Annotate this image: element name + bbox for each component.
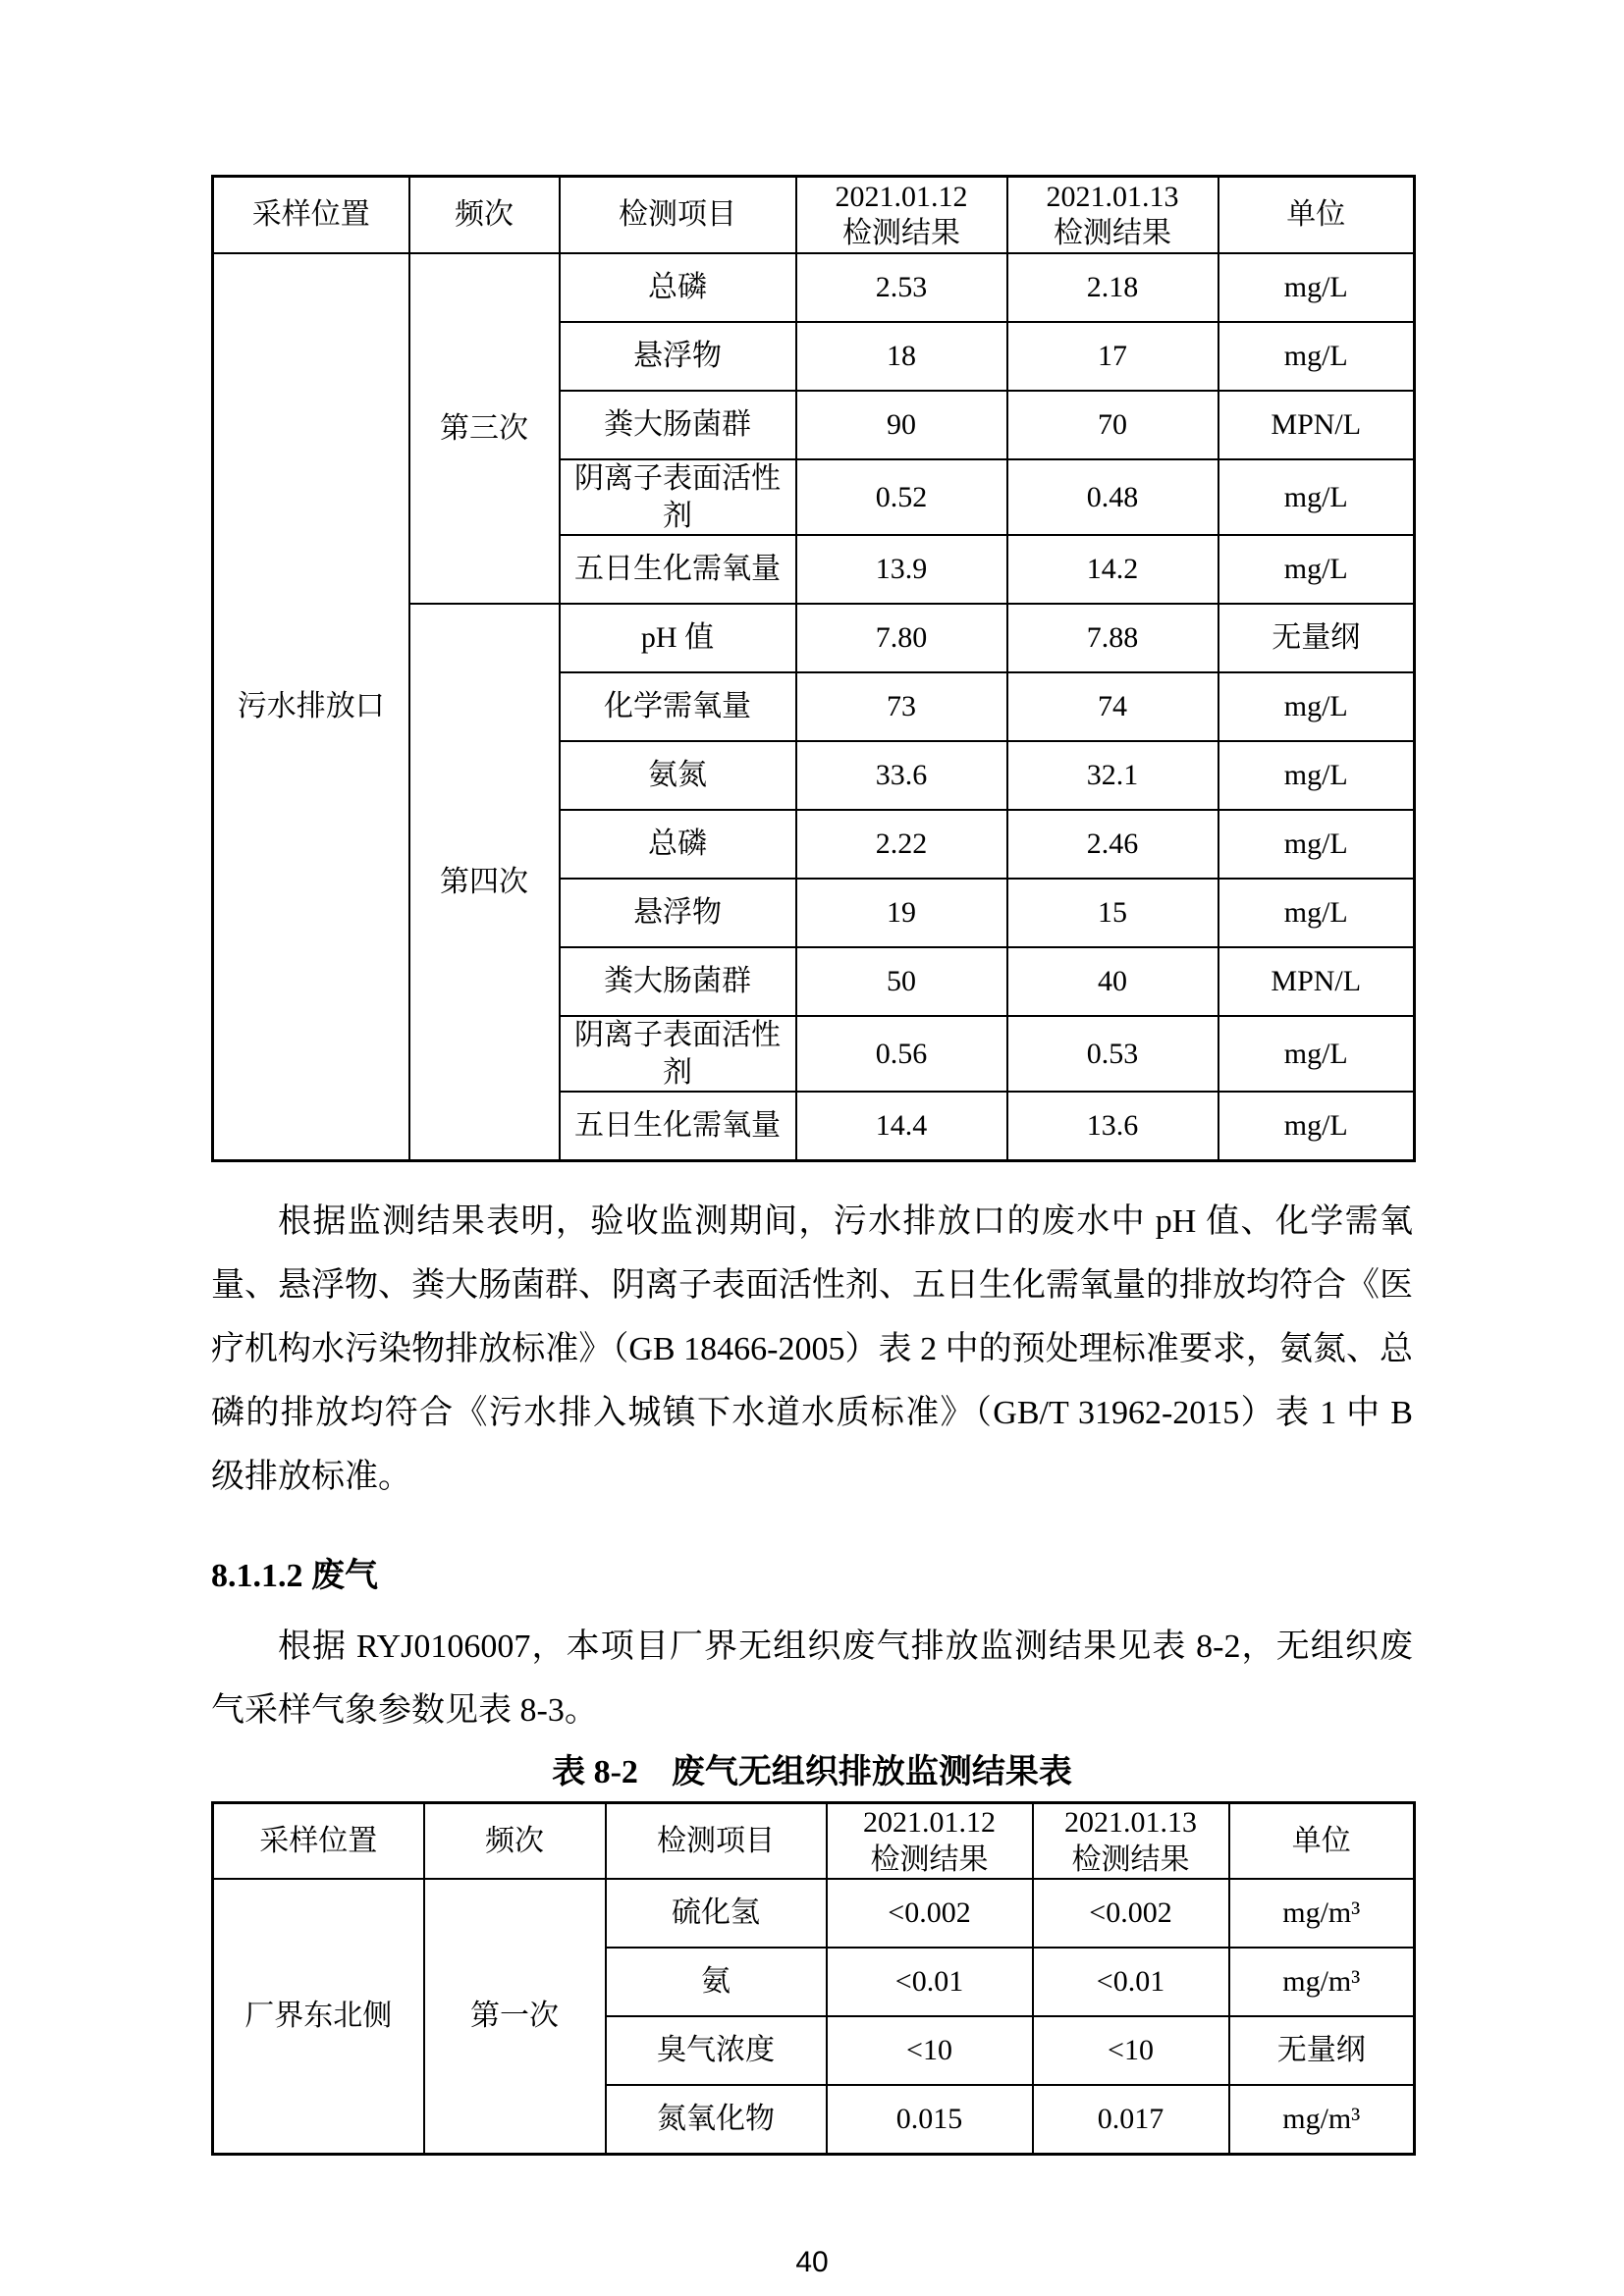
unit-cell: mg/L — [1218, 253, 1415, 322]
result2-cell: 0.017 — [1033, 2085, 1229, 2155]
table-row — [213, 253, 1415, 322]
result1-cell: 13.9 — [796, 535, 1007, 604]
item-cell: 粪大肠菌群 — [560, 947, 796, 1016]
item-cell: 悬浮物 — [560, 322, 796, 391]
result2-cell: 32.1 — [1007, 741, 1218, 810]
header-unit: 单位 — [1218, 177, 1415, 254]
header-result-line: 检测结果 — [1054, 217, 1171, 249]
unit-cell: mg/L — [1218, 1092, 1415, 1161]
unit-cell: mg/m³ — [1229, 2085, 1415, 2155]
result2-cell: 40 — [1007, 947, 1218, 1016]
result1-cell: <0.002 — [827, 1879, 1033, 1948]
frequency-cell-first: 第一次 — [424, 1879, 606, 2155]
item-cell: pH 值 — [560, 604, 796, 672]
wastewater-monitoring-table — [211, 175, 1416, 1162]
result1-cell: 50 — [796, 947, 1007, 1016]
waste-gas-monitoring-table — [211, 1801, 1416, 2156]
result2-cell: 0.53 — [1007, 1016, 1218, 1092]
unit-cell: mg/L — [1218, 535, 1415, 604]
result1-cell: 7.80 — [796, 604, 1007, 672]
item-cell: 阴离子表面活性剂 — [560, 459, 796, 535]
unit-cell: mg/m³ — [1229, 1948, 1415, 2016]
header-date-line: 2021.01.13 — [1064, 1806, 1197, 1839]
result2-cell: 17 — [1007, 322, 1218, 391]
item-cell: 臭气浓度 — [606, 2016, 827, 2085]
header-sampling-location: 采样位置 — [213, 177, 409, 254]
header-result-20210112 — [796, 177, 1007, 254]
result2-cell: 7.88 — [1007, 604, 1218, 672]
unit-cell: MPN/L — [1218, 391, 1415, 459]
result2-cell: 74 — [1007, 672, 1218, 741]
result1-cell: 0.52 — [796, 459, 1007, 535]
result1-cell: 2.22 — [796, 810, 1007, 879]
item-cell: 悬浮物 — [560, 879, 796, 947]
result1-cell: 33.6 — [796, 741, 1007, 810]
paragraph-waste-gas-intro: 根据 RYJ0106007，本项目厂界无组织废气排放监测结果见表 8-2，无组织废气采样气象参数见表 8-3。 — [211, 1629, 1413, 1729]
unit-cell: 无量纲 — [1229, 2016, 1415, 2085]
unit-cell: mg/L — [1218, 810, 1415, 879]
item-cell: 五日生化需氧量 — [560, 535, 796, 604]
header-frequency: 频次 — [409, 177, 560, 254]
unit-cell: mg/L — [1218, 459, 1415, 535]
item-cell: 粪大肠菌群 — [560, 391, 796, 459]
header-result-20210113 — [1033, 1803, 1229, 1880]
result1-cell: 0.56 — [796, 1016, 1007, 1092]
header-date-line: 2021.01.13 — [1046, 180, 1179, 213]
sampling-location-cell: 厂界东北侧 — [213, 1879, 424, 2155]
header-item: 检测项目 — [606, 1803, 827, 1880]
result2-cell: 13.6 — [1007, 1092, 1218, 1161]
section-heading-waste-gas: 8.1.1.2 废气 — [211, 1558, 378, 1594]
header-result-line: 检测结果 — [870, 1842, 989, 1876]
table-row — [213, 1879, 1415, 1948]
result2-cell: <0.002 — [1033, 1879, 1229, 1948]
header-date-line: 2021.01.12 — [863, 1806, 996, 1839]
result2-cell: 0.48 — [1007, 459, 1218, 535]
unit-cell: mg/L — [1218, 322, 1415, 391]
header-result-line: 检测结果 — [842, 217, 960, 249]
header-date-line: 2021.01.12 — [835, 180, 968, 213]
result1-cell: 90 — [796, 391, 1007, 459]
unit-cell: mg/L — [1218, 879, 1415, 947]
item-cell: 氮氧化物 — [606, 2085, 827, 2155]
table-header-row — [213, 1803, 1415, 1880]
result2-cell: 2.46 — [1007, 810, 1218, 879]
item-cell: 五日生化需氧量 — [560, 1092, 796, 1161]
item-cell: 氨 — [606, 1948, 827, 2016]
result1-cell: 73 — [796, 672, 1007, 741]
result2-cell: <0.01 — [1033, 1948, 1229, 2016]
result1-cell: 18 — [796, 322, 1007, 391]
unit-cell: MPN/L — [1218, 947, 1415, 1016]
sampling-location-cell: 污水排放口 — [213, 253, 409, 1161]
unit-cell: mg/L — [1218, 741, 1415, 810]
frequency-cell-third: 第三次 — [409, 253, 560, 604]
unit-cell: 无量纲 — [1218, 604, 1415, 672]
header-sampling-location: 采样位置 — [213, 1803, 424, 1880]
result1-cell: 0.015 — [827, 2085, 1033, 2155]
table-header-row — [213, 177, 1415, 254]
unit-cell: mg/m³ — [1229, 1879, 1415, 1948]
header-item: 检测项目 — [560, 177, 796, 254]
item-cell: 总磷 — [560, 253, 796, 322]
unit-cell: mg/L — [1218, 1016, 1415, 1092]
header-result-20210113 — [1007, 177, 1218, 254]
header-unit: 单位 — [1229, 1803, 1415, 1880]
result1-cell: <0.01 — [827, 1948, 1033, 2016]
header-result-line: 检测结果 — [1071, 1842, 1190, 1876]
result1-cell: <10 — [827, 2016, 1033, 2085]
result2-cell: 70 — [1007, 391, 1218, 459]
header-result-20210112 — [827, 1803, 1033, 1880]
result1-cell: 19 — [796, 879, 1007, 947]
result1-cell: 14.4 — [796, 1092, 1007, 1161]
item-cell: 阴离子表面活性剂 — [560, 1016, 796, 1092]
result1-cell: 2.53 — [796, 253, 1007, 322]
result2-cell: 15 — [1007, 879, 1218, 947]
table2-title: 表 8-2 废气无组织排放监测结果表 — [552, 1754, 1072, 1790]
unit-cell: mg/L — [1218, 672, 1415, 741]
result2-cell: 2.18 — [1007, 253, 1218, 322]
item-cell: 化学需氧量 — [560, 672, 796, 741]
result2-cell: <10 — [1033, 2016, 1229, 2085]
header-frequency: 频次 — [424, 1803, 606, 1880]
page-number: 40 — [795, 2246, 829, 2278]
item-cell: 硫化氢 — [606, 1879, 827, 1948]
page-content — [211, 175, 1413, 2279]
item-cell: 总磷 — [560, 810, 796, 879]
frequency-cell-fourth: 第四次 — [409, 604, 560, 1161]
result2-cell: 14.2 — [1007, 535, 1218, 604]
paragraph-monitoring-conclusion: 根据监测结果表明，验收监测期间，污水排放口的废水中 pH 值、化学需氧量、悬浮物、粪大肠菌群、阴离子表面活性剂、五日生化需氧量的排放均符合《医疗机构水污染物排放标准》（GB 18466-2005）表 2 中的预处理标准要求，氨氮、总磷的排放均符合《污水排入城镇下水道水质标准》（GB/T 31962-2015）表 1 中 B 级排放标准。 — [211, 1203, 1413, 1495]
item-cell: 氨氮 — [560, 741, 796, 810]
